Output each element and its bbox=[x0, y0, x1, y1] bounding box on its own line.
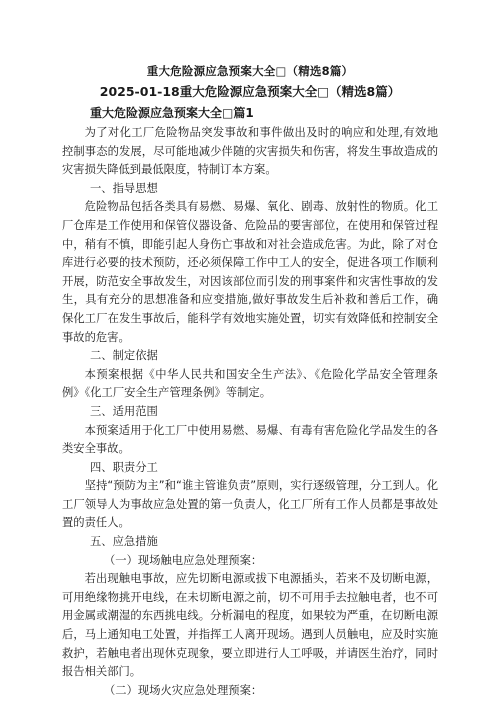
intro-paragraph: 为了对化工厂危险物品突发事故和事件做出及时的响应和处理,有效地控制事态的发展，尽可能地减少伴随的灾害损失和伤害，将发生事故造成的灾害损失降低到最低限度，特制订本方案。 bbox=[62, 126, 438, 177]
section-title: 重大危险源应急预案大全□篇1 bbox=[90, 106, 254, 120]
heading-guiding-ideology: 一、指导思想 bbox=[90, 181, 158, 195]
heading-scope: 三、适用范围 bbox=[90, 404, 158, 418]
heading-emergency-measures: 五、应急措施 bbox=[90, 535, 158, 549]
paragraph-guiding-ideology: 危险物品包括各类具有易燃、易爆、氧化、剧毒、放射性的物质。化工厂仓库是工作使用和保管仪器设备、危险品的要害部位，在使用和保管过程中，稍有不慎，即能引起人身伤亡事故和对社会造成危害。为此，除了对仓库进行必要的技术预防，还必须保障工作中工人的安全，促进各项工作顺利开展，防范安全事故发生，对因该部位而引发的刑事案件和灾害性事故的发生，具有充分的思想准备和应变措施,做好事故发生后补救和善后工作，确保化工厂在发生事故后，能科学有效地实施处置，切实有效降低和控制安全事故的危害。 bbox=[62, 200, 438, 344]
paragraph-electric-shock: 若出现触电事故，应先切断电源或拔下电源插头，若来不及切断电源，可用绝缘物挑开电线，在未切断电源之前，切不可用手去拉触电者，也不可用金属或潮湿的东西挑电线。分析漏电的程度，如果较为严重，在切断电源后，马上通知电工处置，并指挥工人离开现场。遇到人员触电，应及时实施救护，若触电者出现休克现象，要立即进行人工呼吸，并请医生治疗，同时报告相关部门。 bbox=[62, 572, 438, 679]
heading-responsibilities: 四、职责分工 bbox=[90, 460, 158, 474]
paragraph-scope: 本预案适用于化工厂中使用易燃、易爆、有毒有害危险化学品发生的各类安全事故。 bbox=[62, 423, 438, 456]
subheading-fire: （二）现场火灾应急处理预案： bbox=[104, 683, 263, 697]
subheading-electric-shock: （一）现场触电应急处理预案： bbox=[104, 553, 263, 567]
paragraph-basis: 本预案根据《中华人民共和国安全生产法》、《危险化学品安全管理条例》《化工厂安全生产管理条例》等制定。 bbox=[62, 367, 438, 400]
date-title-line: 2025-01-18重大危险源应急预案大全□（精选8篇） bbox=[99, 84, 401, 99]
document-title: 重大危险源应急预案大全□（精选8篇） bbox=[146, 64, 354, 78]
heading-basis: 二、制定依据 bbox=[90, 349, 158, 363]
paragraph-responsibilities: 坚持“预防为主”和“谁主管谁负责”原则，实行逐级管理，分工到人。化工厂领导人为事故应急处置的第一负责人，化工厂所有工作人员都是事故处置的责任人。 bbox=[62, 479, 438, 530]
